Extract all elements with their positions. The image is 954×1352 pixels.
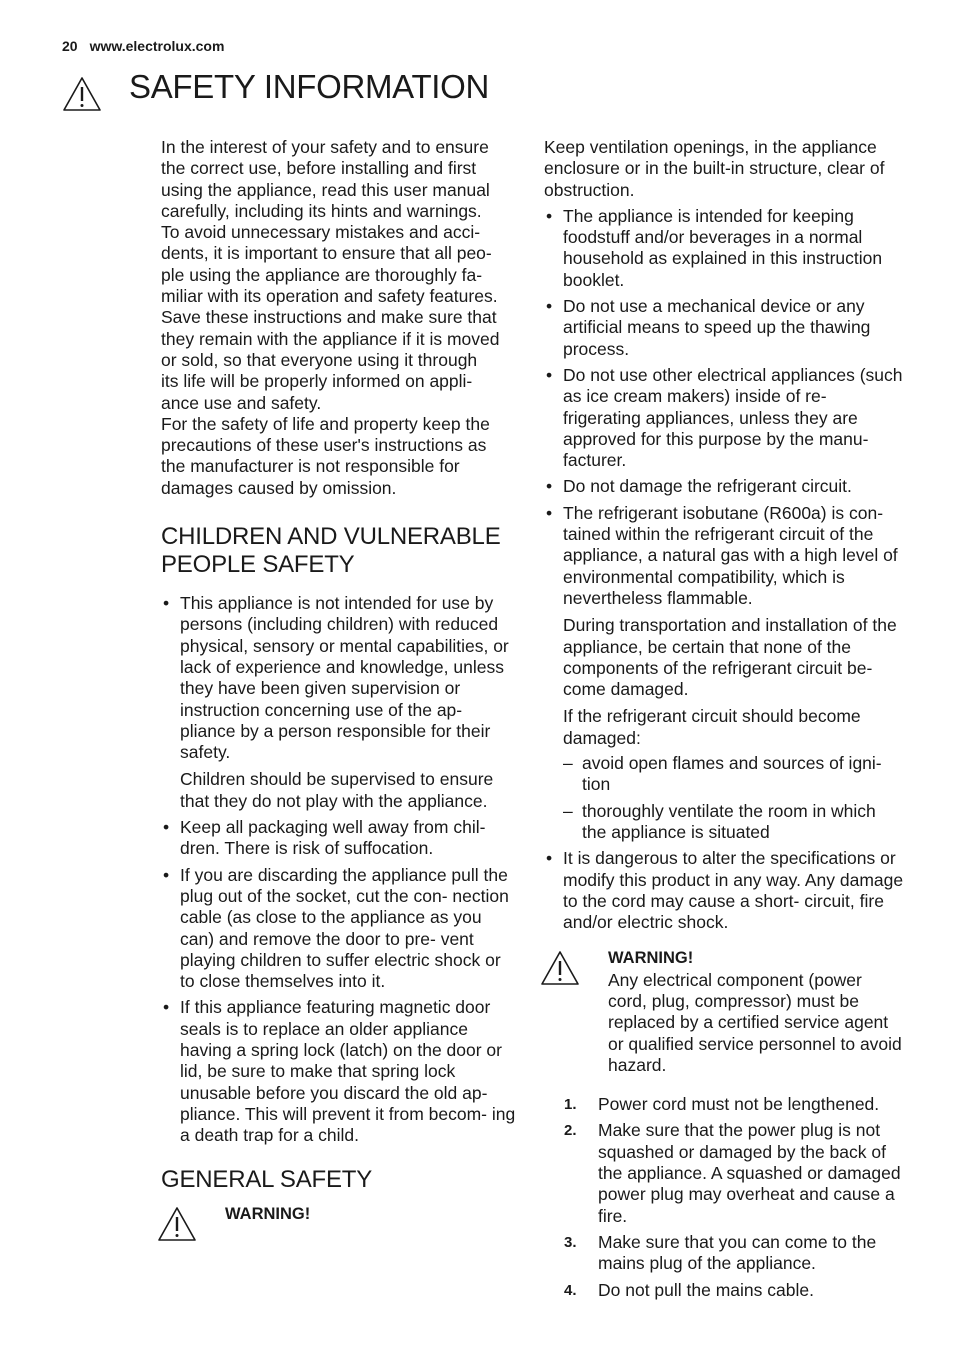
page-title: SAFETY INFORMATION [129,68,490,105]
list-item [544,848,904,933]
list-item-subparagraph: If the refrigerant circuit should become damaged: [563,706,861,748]
warning-text: Any electrical component (power cord, plug, compressor) must be replaced by a certified service agent or qualified service personnel to avoid hazard. [608,969,902,1075]
warning-triangle-icon [157,1206,197,1242]
general-warning-block [161,1204,516,1244]
dash-list [563,753,904,843]
ventilation-paragraph: Keep ventilation openings, in the appliance enclosure or in the built-in structure, clear of obstruction. [544,137,885,200]
dash-list-item: – thoroughly ventilate the room in which the appliance is situated [563,801,904,844]
item-number: 4. [564,1281,577,1299]
item-number: 1. [564,1096,577,1114]
list-item-text: Do not use a mechanical device or any artificial means to speed up the thawing process. [563,296,871,359]
electrical-warning-block [544,948,904,1076]
warning-triangle-icon [540,950,580,986]
list-item [544,503,904,843]
list-item-text: If this appliance featuring magnetic door seals is to replace an older appliance having a spring lock (latch) on the door or lid, be sure to make that spring lock unusable before you discard the old ap- pliance. This will prevent it from becom- ing a death trap for a child. [180,997,516,1146]
numbered-list [564,1094,904,1301]
numbered-item [564,1120,904,1226]
general-safety-heading: GENERAL SAFETY [161,1166,373,1194]
list-item [161,817,516,860]
list-item-text: This appliance is not intended for use by persons (including children) with reduced physical, sensory or mental capabilities, or lack of experience and knowledge, unless they have been given supervision or instruction concerning use of the ap- pliance by a person responsible for their safety. [180,593,509,763]
list-item-text: Keep all packaging well away from chil- dren. There is risk of suffocation. [180,817,486,859]
intro-paragraph: In the interest of your safety and to ensure the correct use, before installing and first using the appliance, read this user manual carefully, including its hints and warnings. To avoid unnecessary mistakes and acci- dents, it is important to ensure that all peo- ple using the appliance are thoroughly fa- miliar with its operation and safety features. Save these instructions and make sure that they remain with the appliance if it is moved or sold, so that everyone using it through its life will be properly informed on appli- ance use and safety. For the safety of life and property keep the precautions of these user's instructions as the manufacturer is not responsible for damages caused by omission. [161,137,500,498]
warning-label: WARNING! [608,949,694,968]
list-item [544,206,904,291]
list-item-text: If you are discarding the appliance pull the plug out of the socket, cut the con- nection cable (as close to the appliance as you can) and remove the door to pre- vent playing children to suffer electric shock or to close themselves into it. [180,864,509,992]
numbered-item [564,1280,904,1301]
dash-list-item: – avoid open flames and sources of igni- tion [563,753,904,796]
children-safety-heading: CHILDREN AND VULNERABLE PEOPLE SAFETY [161,523,501,579]
list-item-text: It is dangerous to alter the specifications or modify this product in any way. Any damage to the cord may cause a short- circuit, fire and/or electric shock. [563,848,904,933]
list-item [544,476,904,497]
page-number: 20 [62,38,78,54]
list-item [161,593,516,812]
list-item-text: The appliance is intended for keeping foodstuff and/or beverages in a normal household as explained in this instruction booklet. [563,205,883,290]
warning-triangle-icon [62,76,102,112]
list-item [161,997,516,1146]
left-column [161,137,516,1244]
item-number: 2. [564,1122,577,1140]
numbered-item [564,1094,904,1115]
list-item [544,365,904,471]
right-column [544,137,904,1306]
numbered-item [564,1232,904,1275]
children-safety-list [161,593,516,1146]
list-item [161,865,516,993]
list-item-text: Do not damage the refrigerant circuit. [563,476,852,497]
item-text: Make sure that you can come to the mains plug of the appliance. [598,1231,877,1274]
list-item-text: The refrigerant isobutane (R600a) is con- tained within the refrigerant circuit of the appliance, a natural gas with a high level of environmental compatibility, which is nevertheless flammable. [563,502,898,608]
general-safety-list [544,206,904,934]
list-item-text: Do not use other electrical appliances (such as ice cream makers) inside of re- frigerating appliances, unless they are approved for this purpose by the manu- facturer. [563,364,903,471]
item-text: Do not pull the mains cable. [598,1279,814,1300]
item-text: Power cord must not be lengthened. [598,1094,880,1115]
website-link[interactable]: www.electrolux.com [89,38,225,54]
item-text: Make sure that the power plug is not squashed or damaged by the back of the appliance. A squashed or damaged power plug may overheat and cause a fire. [598,1120,901,1226]
list-item-subparagraph: During transportation and installation of the appliance, be certain that none of the components of the refrigerant circuit be- come damaged. [563,615,897,700]
item-number: 3. [564,1233,577,1251]
page-header [62,38,224,54]
warning-label: WARNING! [225,1205,311,1224]
list-item [544,296,904,360]
list-item-subparagraph: Children should be supervised to ensure that they do not play with the appliance. [180,769,494,811]
